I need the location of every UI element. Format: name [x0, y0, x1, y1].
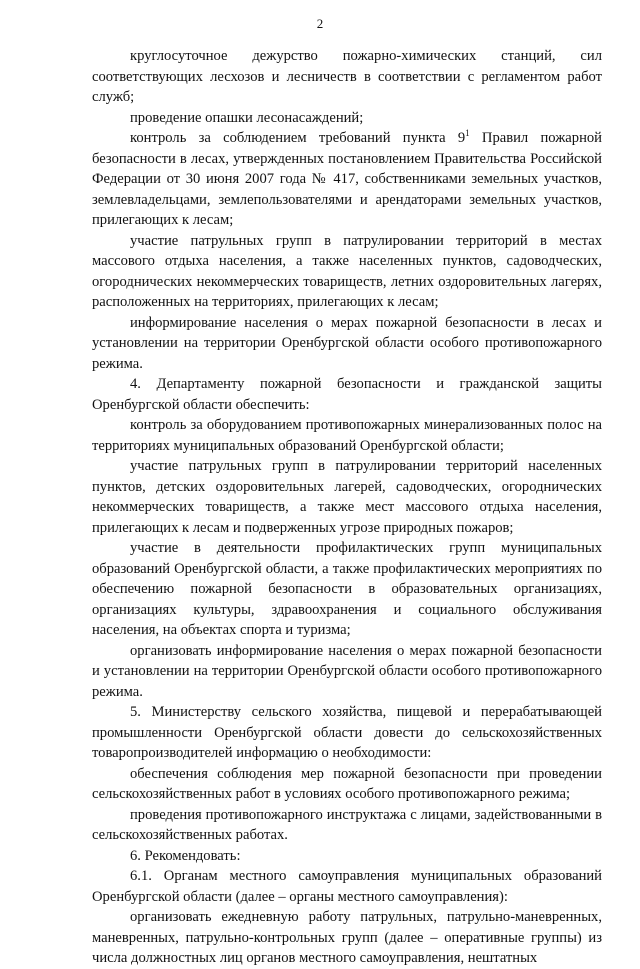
paragraph: организовать информирование населения о мерах пожарной безопасности и установлении на территории Оренбургской области особого противопожарного режима. — [92, 642, 602, 700]
paragraph: 4. Департаменту пожарной безопасности и гражданской защиты Оренбургской области обеспечить: — [92, 376, 602, 413]
paragraph — [92, 128, 602, 231]
paragraph-text: контроль за соблюдением требований пункта 9 — [130, 130, 466, 146]
paragraph: участие в деятельности профилактических групп муниципальных образований Оренбургской области, а также профилактических мероприятиях по обеспечению пожарной безопасности в образовательных организациях, организациях культуры, здравоохранения и социального обслуживания населения, на объектах спорта и туризма; — [92, 540, 602, 638]
paragraph: организовать ежедневную работу патрульных, патрульно-маневренных, маневренных, патрульно-контрольных групп (далее – оперативные группы) из числа должностных лиц органов местного самоуправления, нештатных — [92, 909, 602, 966]
page-number: 2 — [316, 16, 324, 31]
paragraph: 5. Министерству сельского хозяйства, пищевой и перерабатывающей промышленности Оренбургской области довести до сельскохозяйственных товаропроизводителей информацию о необходимости: — [92, 704, 602, 761]
paragraph: участие патрульных групп в патрулировании территорий населенных пунктов, детских оздоровительных лагерей, садоводческих, огороднических некоммерческих товариществ, а также мест массового отдыха населения, прилегающих к лесам и подверженных угрозе природных пожаров; — [92, 458, 602, 536]
paragraph: 6.1. Органам местного самоуправления муниципальных образований Оренбургской области (далее – органы местного самоуправления): — [92, 868, 602, 905]
document-body — [92, 46, 602, 969]
paragraph: контроль за оборудованием противопожарных минерализованных полос на территориях муниципальных образований Оренбургской области; — [92, 417, 602, 454]
paragraph: обеспечения соблюдения мер пожарной безопасности при проведении сельскохозяйственных работ в условиях особого противопожарного режима; — [92, 765, 602, 802]
paragraph: круглосуточное дежурство пожарно-химических станций, сил соответствующих лесхозов и лесничеств в соответствии с регламентом работ служб; — [92, 48, 602, 105]
superscript: 1 — [465, 128, 470, 139]
paragraph: участие патрульных групп в патрулировании территорий в местах массового отдыха населения, а также населенных пунктов, садоводческих, огороднических некоммерческих товариществ, летних оздоровительных лагерях, расположенных на территориях, прилегающих к лесам; — [92, 232, 602, 310]
paragraph: 6. Рекомендовать: — [130, 847, 241, 864]
paragraph: проведения противопожарного инструктажа с лицами, задействованными в сельскохозяйственных работах. — [92, 806, 602, 843]
paragraph: проведение опашки лесонасаждений; — [130, 109, 364, 126]
paragraph: информирование населения о мерах пожарной безопасности в лесах и установлении на территории Оренбургской области особого противопожарного режима. — [92, 314, 602, 372]
paragraph-text: Правил пожарной безопасности в лесах, утвержденных постановлением Правительства Российской Федерации от 30 июня 2007 года № 417, собственниками земельных участков, землевладельцами, землепользователями и арендаторами земельных участков, прилегающих к лесам; — [92, 130, 602, 228]
